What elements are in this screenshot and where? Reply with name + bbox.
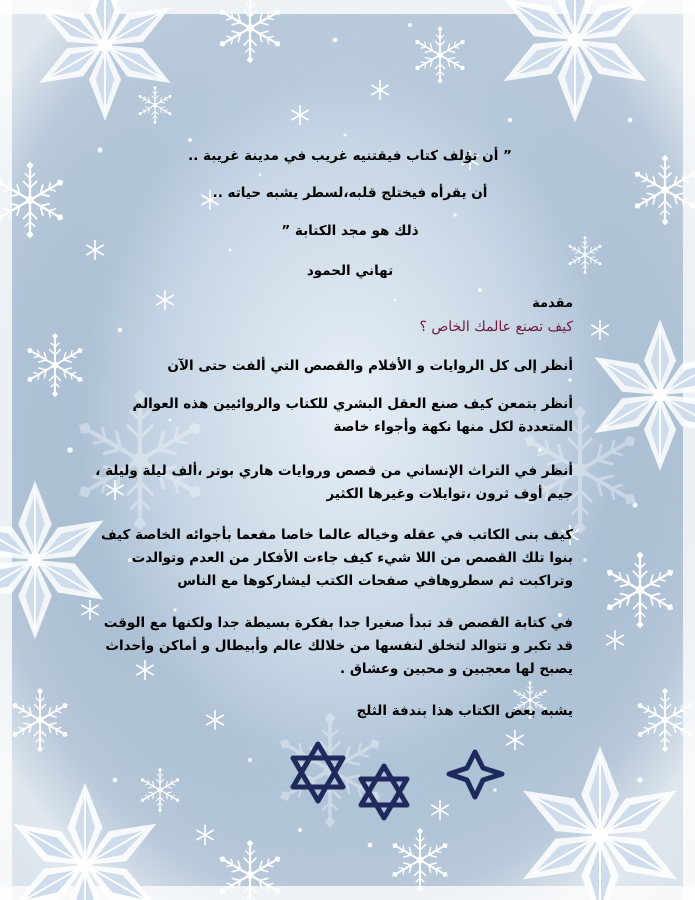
paragraph-line: أنظر في التراث الإنساني من قصص وروايات هاري بوتر ،ألف ليلة وليلة ، <box>95 463 573 479</box>
quote-line-3: ذلك هو مجد الكتابة ” <box>281 223 419 239</box>
paragraph-line: أنظر بتمعن كيف صنع العقل البشري للكتاب والروائيين هذه العوالم <box>132 396 573 412</box>
paragraph-line: جيم أوف ثرون ،توايلات وغيرها الكثير <box>326 486 573 502</box>
hexagram-star-icon <box>361 766 407 818</box>
intro-heading: مقدمة <box>532 296 573 311</box>
paragraph-line: قد تكبر و تتوالد لتخلق لنفسها من خلالك عالم وأبيطال و أماكن وأحداث <box>105 638 573 654</box>
four-point-star-icon <box>449 752 502 797</box>
paragraph-line: وتراكبت ثم سطروهافي صفحات الكتب ليشاركوها مع الناس <box>177 573 573 589</box>
paragraph-line: المتعددة لكل منها نكهة وأجواء خاصة <box>333 419 573 435</box>
paragraph-line: يشبه بعض الكتاب هذا بندفة الثلج <box>356 703 573 719</box>
paragraph-line: أنظر إلى كل الروايات و الأفلام والقصص التي ألفت حتى الآن <box>167 358 573 374</box>
quote-line-1: ” أن تؤلف كتاب فيقتنيه غريب في مدينة غريبة .. <box>188 148 512 164</box>
paragraph-line: كيف بنى الكاتب في عقله وخياله عالما خاصا مفعما بأجوائه الخاصة كيف <box>100 527 573 543</box>
paragraph-line: يصبح لها معجبين و محبين وعشاق . <box>339 661 573 677</box>
paragraph-line: بنوا تلك القصص من اللا شيء كيف جاءت الأفكار من العدم وتوالدت <box>131 550 573 566</box>
paragraph-line: في كتابة القصص قد تبدأ صغيرا جدا بفكرة بسيطة جدا ولكنها مع الوقت <box>103 615 573 631</box>
quote-author: تهاني الحمود <box>306 263 394 279</box>
intro-subtitle: كيف تصنع عالمك الخاص ؟ <box>419 319 573 335</box>
quote-line-2: أن يقرأه فيختلج قلبه،لسطر يشبه حياته .. <box>212 185 488 201</box>
hexagram-star-icon <box>293 744 343 801</box>
